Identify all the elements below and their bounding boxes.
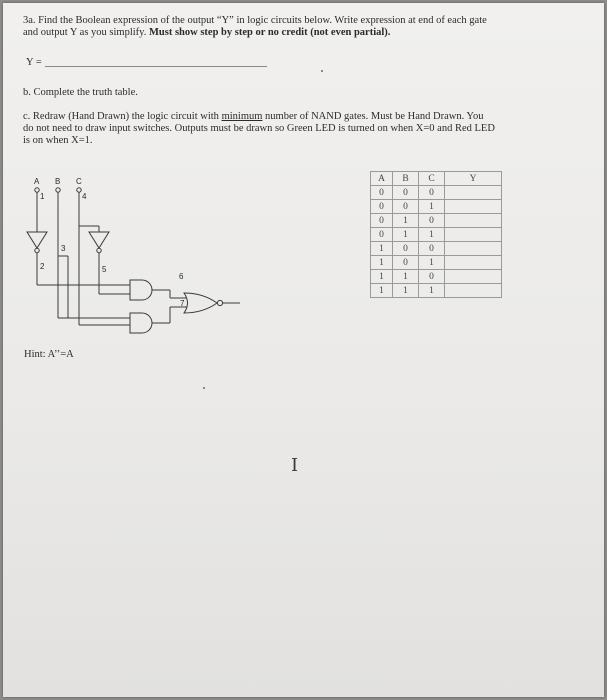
table-cell: 1 — [419, 228, 445, 242]
table-cell: 1 — [393, 284, 419, 298]
header-cell: B — [393, 172, 419, 186]
and-gate-1 — [130, 280, 152, 300]
hint-text: Hint: A’’=A — [24, 349, 74, 360]
y-answer-cell[interactable] — [445, 200, 502, 214]
header-cell: C — [419, 172, 445, 186]
table-cell: 1 — [371, 270, 393, 284]
table-row — [371, 256, 502, 270]
y-answer-cell[interactable] — [445, 284, 502, 298]
node-3-label: 3 — [61, 244, 66, 253]
question-c-line2: do not need to draw input switches. Outputs must be drawn so Green LED is turned on when X=0 and Red LED — [23, 123, 495, 134]
y-answer-cell[interactable] — [445, 270, 502, 284]
table-cell: 1 — [371, 256, 393, 270]
y-label: Y = — [26, 57, 42, 68]
y-answer-cell[interactable] — [445, 242, 502, 256]
table-cell: 0 — [371, 214, 393, 228]
question-a-line2-text: and output Y as you simplify. — [23, 27, 149, 38]
speck-2 — [203, 387, 205, 389]
question-b: b. Complete the truth table. — [23, 87, 138, 98]
y-answer-cell[interactable] — [445, 228, 502, 242]
table-cell: 0 — [393, 242, 419, 256]
table-cell: 0 — [419, 270, 445, 284]
input-a-terminal — [35, 188, 39, 192]
question-c-line1-pre: c. Redraw (Hand Drawn) the logic circuit with — [23, 111, 222, 122]
input-c-label: C — [76, 177, 82, 186]
input-c-terminal — [77, 188, 81, 192]
y-answer-cell[interactable] — [445, 186, 502, 200]
table-cell: 1 — [371, 284, 393, 298]
truth-table-header — [371, 172, 502, 186]
table-cell: 0 — [419, 186, 445, 200]
table-cell: 0 — [393, 186, 419, 200]
truth-table — [370, 171, 502, 298]
question-a-line1: 3a. Find the Boolean expression of the output “Y” in logic circuits below. Write expression at end of each gate — [23, 15, 487, 26]
table-cell: 0 — [393, 200, 419, 214]
node-5-label: 5 — [102, 265, 107, 274]
inverter-c — [89, 232, 109, 248]
y-answer-cell[interactable] — [445, 214, 502, 228]
question-c-line1-post: number of NAND gates. Must be Hand Drawn. You — [262, 111, 484, 122]
text-cursor-icon: I — [291, 455, 299, 476]
table-row — [371, 228, 502, 242]
node-7-label: 7 — [180, 299, 185, 308]
table-cell: 1 — [371, 242, 393, 256]
table-row — [371, 214, 502, 228]
table-row — [371, 242, 502, 256]
table-row — [371, 186, 502, 200]
table-row — [371, 270, 502, 284]
table-cell: 1 — [393, 228, 419, 242]
header-cell: A — [371, 172, 393, 186]
input-b-terminal — [56, 188, 60, 192]
table-cell: 1 — [419, 284, 445, 298]
node-2-label: 2 — [40, 262, 45, 271]
y-answer-cell[interactable] — [445, 256, 502, 270]
input-a-label: A — [34, 177, 40, 186]
table-cell: 1 — [393, 270, 419, 284]
inverter-a — [27, 232, 47, 248]
table-cell: 1 — [393, 214, 419, 228]
table-cell: 0 — [419, 214, 445, 228]
node-4-label: 4 — [82, 192, 87, 201]
and-gate-2 — [130, 313, 152, 333]
table-cell: 0 — [371, 228, 393, 242]
table-cell: 0 — [371, 200, 393, 214]
table-cell: 0 — [371, 186, 393, 200]
question-c-minimum: minimum — [221, 111, 263, 122]
header-cell: Y — [445, 172, 502, 186]
table-cell: 0 — [393, 256, 419, 270]
table-row — [371, 284, 502, 298]
question-c-line3: is on when X=1. — [23, 135, 93, 146]
nor-gate — [184, 293, 217, 313]
table-row — [371, 200, 502, 214]
table-cell: 1 — [419, 256, 445, 270]
input-b-label: B — [55, 177, 61, 186]
question-a-warning: Must show step by step or no credit (not even partial). — [149, 27, 391, 38]
table-cell: 0 — [419, 242, 445, 256]
node-1-label: 1 — [40, 192, 45, 201]
node-6-label: 6 — [179, 272, 184, 281]
table-cell: 1 — [419, 200, 445, 214]
